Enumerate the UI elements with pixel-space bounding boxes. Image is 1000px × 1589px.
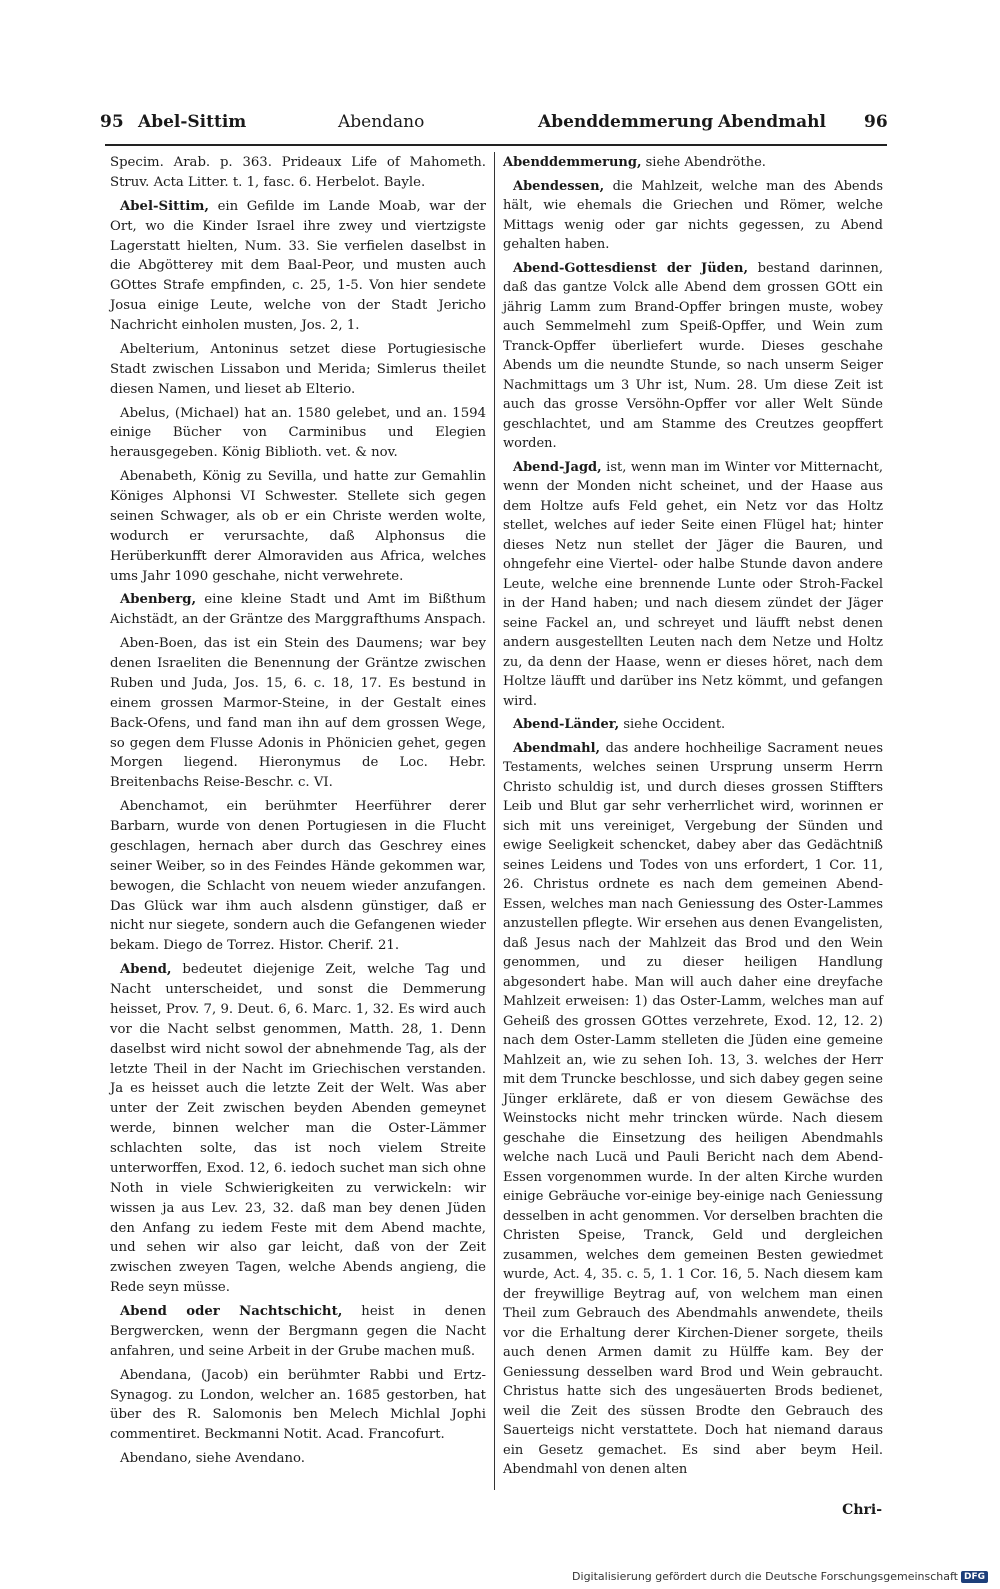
entry-lemma: Abend-Länder,: [513, 717, 620, 732]
entry-lemma: Abend-Jagd,: [513, 459, 602, 475]
header-catchword-2: Abendano: [338, 112, 425, 132]
entry-text: heist in denen Bergwercken, wenn der Bergmann gegen die Nacht anfahren, und seine Arbeit in der Grube machen muß.: [110, 1304, 487, 1359]
entry-lemma: Abend-Gottesdienst der Jüden,: [513, 260, 749, 276]
entry-text: Abenchamot, ein berühmter Heerführer derer Barbarn, wurde von denen Portugiesen in die Flucht geschlagen, hernach aber durch das Geschrey eines seiner Weiber, so in des Feindes Hände gekommen war, bewogen, die Schlacht von neuem wieder anzufangen. Das Glück war ihm auch alsdenn günstiger, daß er nicht nur siegete, sondern auch die Gefangenen wieder bekam. Diego de Torrez. Histor. Cherif. 21.: [110, 799, 486, 954]
entry-paragraph: [110, 153, 486, 193]
entry-text: eine kleine Stadt und Amt im Bißthum Aichstädt, an der Gräntze des Marggrafthums Anspach.: [110, 592, 486, 628]
page-number-left: 95: [100, 112, 124, 132]
entry-lemma: Abendessen,: [513, 178, 605, 194]
entry-text: Abendana, (Jacob) ein berühmter Rabbi und Ertz-Synagog. zu London, welcher an. 1685 gestorben, hat über des R. Salomonis ben Melech Michlal Jophi commentiret. Beckmanni Notit. Acad. Francofurt.: [110, 1367, 486, 1443]
entry-text: Specim. Arab. p. 363. Prideaux Life of Mahometh. Struv. Acta Litter. t. 1, fasc. 6. Herbelot. Bayle.: [110, 155, 486, 190]
entry-paragraph: [110, 960, 486, 1298]
entry-lemma: Abend oder Nachtschicht,: [120, 1304, 343, 1319]
entry-text: Abenabeth, König zu Sevilla, und hatte zur Gemahlin Königes Alphonsi VI Schwester. Stellete sich gegen seinen Schwager, als ob er ein Christe werden wolte, wodurch er verursachte, daß Alphonsus die Herüberkunfft derer Almoraviden aus Africa, welches ums Jahr 1090 geschahe, nicht verwehrete.: [110, 469, 486, 584]
entry-paragraph: [110, 634, 486, 793]
entry-paragraph: [110, 1449, 486, 1469]
header-catchword-1: Abel-Sittim: [138, 112, 247, 132]
left-column: [110, 153, 486, 1473]
column-divider: [494, 152, 495, 1490]
entry-paragraph: [110, 404, 486, 464]
entry-paragraph: [503, 739, 883, 1480]
entry-paragraph: [503, 153, 883, 173]
header-catchword-3: Abenddemmerung: [538, 112, 714, 132]
entry-text: siehe Abendröthe.: [641, 155, 766, 170]
dfg-logo-icon: DFG: [961, 1571, 988, 1583]
entry-paragraph: [503, 458, 883, 712]
entry-text: Abelterium, Antoninus setzet diese Portugiesische Stadt zwischen Lissabon und Merida; Simlerus theilet diesen Namen, und lieset ab Elterio.: [110, 341, 486, 397]
entry-paragraph: [110, 1302, 486, 1362]
entry-paragraph: [110, 340, 486, 400]
entry-paragraph: [503, 715, 883, 735]
entry-paragraph: [503, 259, 883, 454]
entry-paragraph: [110, 590, 486, 630]
header-rule: [105, 144, 887, 146]
running-header: [100, 112, 890, 142]
entry-text: ein Gefilde im Lande Moab, war der Ort, wo die Kinder Israel ihre zwey und viertzigste Lagerstatt hielten, Num. 33. Sie verfielen daselbst in die Abgötterey mit dem Baal-Peor, und musten auch GOttes Strafe empfinden, c. 25, 1-5. Von hier sendete Josua einige Leute, welche von der Stadt Jericho Nachricht einholen musten, Jos. 2, 1.: [110, 198, 486, 333]
entry-text: bestand darinnen, daß das gantze Volck alle Abend dem grossen GOtt ein jährig Lamm zum Brand-Opffer bringen muste, wobey auch Semmelmehl zum Speiß-Opffer, und Wein zum Tranck-Opffer überliefert wurde. Dieses geschahe Abends um die neundte Stunde, so nach unserm Seiger Nachmittags um 3 Uhr ist, Num. 28. Um diese Zeit ist auch das grosse Versöhn-Opffer vor aller Welt Sünde geschlachtet, und am Stamme des Creutzes geopffert worden.: [503, 260, 883, 451]
entry-lemma: Abend,: [120, 962, 172, 978]
entry-paragraph: [110, 467, 486, 586]
header-catchword-4: Abendmahl: [718, 112, 826, 132]
footer-credit: [572, 1570, 988, 1583]
page-number-right: 96: [864, 112, 888, 132]
entry-text: Aben-Boen, das ist ein Stein des Daumens; war bey denen Israeliten die Benennung der Gräntze zwischen Ruben und Juda, Jos. 15, 6. c. 18, 17. Es bestund in einem grossen Marmor-Steine, in der Gestalt eines Back-Ofens, und fand man ihn auf dem grossen Wege, so gegen dem Flusse Adonis in Phönicien gehet, gegen Morgen liegend. Hieronymus de Loc. Hebr. Breitenbachs Reise-Beschr. c. VI.: [110, 636, 486, 791]
entry-text: ist, wenn man im Winter vor Mitternacht, wenn der Monden nicht scheinet, und der Haase aus dem Holtze aufs Feld gehet, ein Netz vor das Holtz stellet, welches auf ieder Seite einen Flügel hat; hinter dieses Netz nun stellet der Jäger die Bauren, und ohngefehr eine Viertel- oder halbe Stunde davon andere Leute, welche eine brennende Lunte oder Stroh-Fackel in der Hand haben; und nach diesem zündet der Jäger seine Fackel an, und schreyet und läufft nebst denen andern ausgestellten Leuten nach dem Netze und Holtz zu, da denn der Haase, wenn er dieses höret, nach dem Holtze läufft und darüber ins Netz kömmt, und gefangen wird.: [503, 459, 883, 709]
entry-lemma: Abendmahl,: [513, 740, 601, 756]
entry-paragraph: [503, 177, 883, 255]
entry-paragraph: [110, 797, 486, 956]
right-column: [503, 153, 883, 1484]
entry-text: die Mahlzeit, welche man des Abends hält, wie ehemals die Griechen und Römer, welche Mittags wenig oder gar nichts gegessen, zu Abend gehalten haben.: [503, 178, 883, 252]
entry-paragraph: [110, 197, 486, 336]
entry-lemma: Abenddemmerung,: [503, 155, 642, 170]
catchword: Chri-: [842, 1502, 882, 1518]
entry-text: Abendano, siehe Avendano.: [120, 1451, 305, 1467]
entry-text: Abelus, (Michael) hat an. 1580 gelebet, und an. 1594 einige Bücher von Carminibus und Elegien herausgegeben. König Biblioth. vet. & nov.: [110, 405, 486, 461]
entry-text: das andere hochheilige Sacrament neues Testaments, welches seinen Ursprung unserm Herrn Christo schuldig ist, und durch dieses grossen Stiffters Leib und Blut gar sehr verherrlichet wird, worinnen er sich mit uns vereiniget, Vergebung der Sünden und ewige Seeligkeit schencket, dabey aber das Gedächtniß seines Leidens und Todes von uns erfordert, 1 Cor. 11, 26. Christus ordnete es nach dem gemeinen Abend-Essen, welches man nach Geniessung des Oster-Lammes anzustellen pflegte. Wir ersehen aus denen Evangelisten, daß Jesus nach der Mahlzeit das Brod und den Wein genommen, und zu dieser heiligen Handlung abgesondert habe. Man will auch daher eine dreyfache Mahlzeit erweisen: 1) das Oster-Lamm, welches man auf Geheiß des grossen GOttes verzehrete, Exod. 12, 12. 2) nach dem Oster-Lamm stelleten die Jüden eine gemeine Mahlzeit an, wie zu sehen Ioh. 13, 3. welches der Herr mit dem Truncke beschlosse, und sich dabey gegen seine Jünger erklärete, daß er von diesem Gewächse des Weinstocks nicht mehr trincken würde. Nach diesem geschahe die Einsetzung des heiligen Abendmahls welche nach Lucä und Pauli Bericht nach dem Abend-Essen vorgenommen wurde. In der alten Kirche wurden einige Gebräuche vor-einige bey-einige nach Geniessung desselben in acht genommen. Vor derselben brachten die Christen Speise, Tranck, Geld und dergleichen zusammen, welches dem gemeinen Besten gewiedmet wurde, Act. 4, 35. c. 5, 1. 1 Cor. 16, 5. Nach diesem kam der freywillige Beytrag auf, von welchem man einen Theil zum Gebrauch des Abendmahls anwendete, theils vor die Erhaltung derer Kirchen-Diener sorgete, theils auch denen Armen damit zu Hülffe kam. Bey der Geniessung desselben ward Brod und Wein gebraucht. Christus hatte sich des ungesäuerten Brods bedienet, weil die Zeit des süssen Brodte den Gebrauch des Sauerteigs nicht verstattete. Doch hat niemand daraus ein Gesetz gemachet. Es sind aber beym Heil. Abendmahl von denen alten: [503, 740, 883, 1477]
footer-text: Digitalisierung gefördert durch die Deutsche Forschungsgemeinschaft: [572, 1570, 958, 1583]
entry-lemma: Abel-Sittim,: [120, 198, 210, 214]
entry-lemma: Abenberg,: [120, 592, 197, 608]
entry-paragraph: [110, 1366, 486, 1446]
entry-text: bedeutet diejenige Zeit, welche Tag und Nacht unterscheidet, und sonst die Demmerung heisset, Prov. 7, 9. Deut. 6, 6. Marc. 1, 32. Es wird auch vor die Nacht selbst genommen, Matth. 28, 1. Denn daselbst wird nicht sowol der abnehmende Tag, als der letzte Theil in der Nacht im Griechischen verstanden. Ja es heisset auch die letzte Zeit der Welt. Was aber unter der Zeit zwischen beyden Abenden gemeynet werde, binnen welcher man die Oster-Lämmer schlachten solte, das ist noch vielem Streite unterworffen, Exod. 12, 6. iedoch suchet man sich ohne Noth in viele Schwierigkeiten zu verwickeln: wir wissen ja aus Lev. 23, 32. daß man bey denen Jüden den Anfang zu iedem Feste mit dem Abend machte, und sehen wir also gar leicht, daß von der Zeit zwischen zweyen Tagen, welche Abends angieng, die Rede seyn müsse.: [110, 962, 486, 1296]
entry-text: siehe Occident.: [619, 717, 726, 732]
